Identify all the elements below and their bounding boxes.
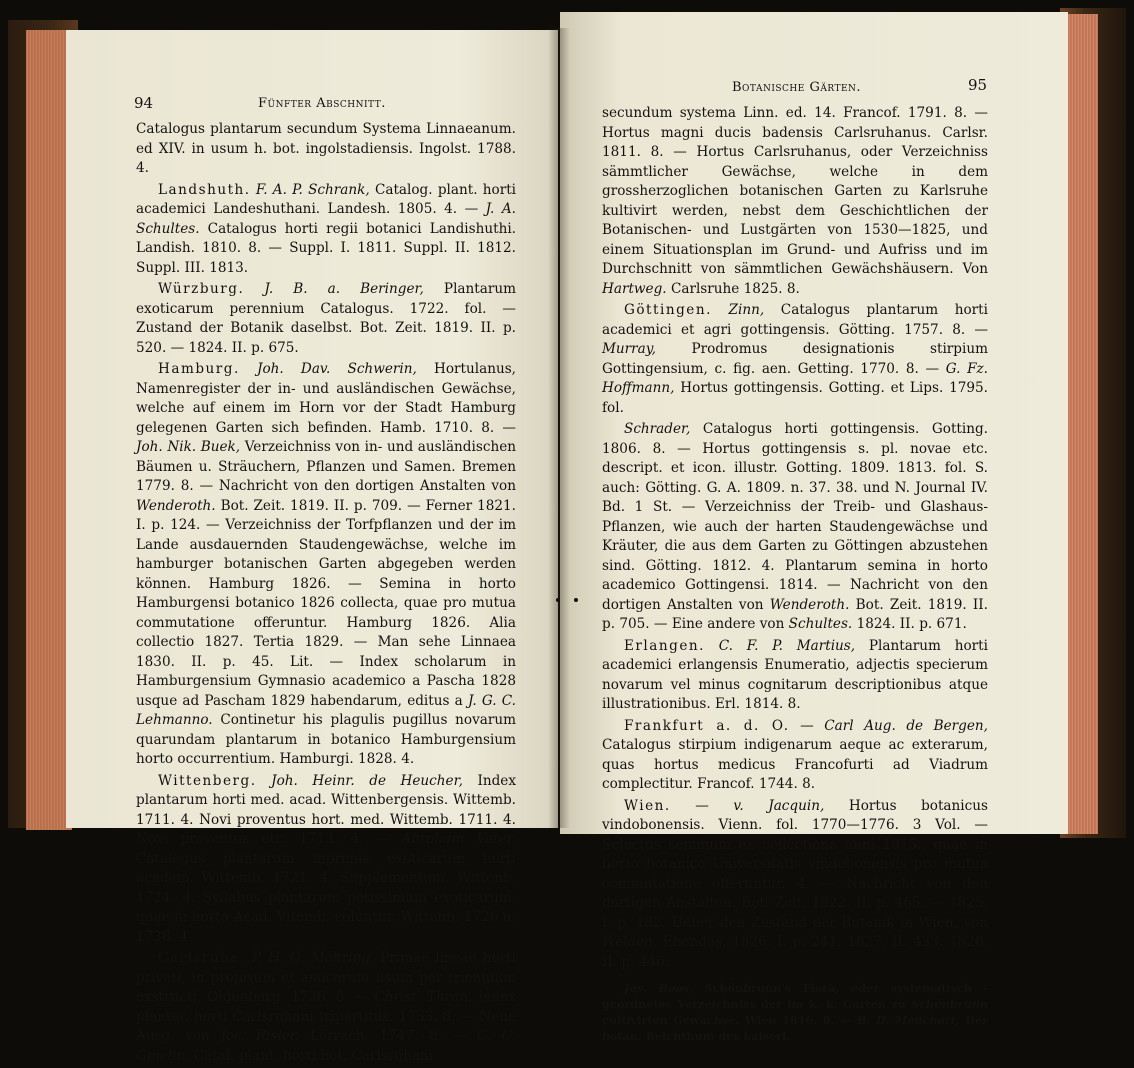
author-name: Carl Aug. de Bergen, bbox=[824, 717, 988, 734]
body-paragraph bbox=[602, 420, 988, 635]
page-body bbox=[602, 104, 988, 1046]
body-paragraph bbox=[602, 797, 988, 973]
text-run: Hortulanus, Namenregister der in- und ausländischen Gewächse, welche auf einem im Horn vor der Stadt Hamburg gelegenen Garten sich befinden. Hamb. 1710. 8. — bbox=[136, 361, 516, 436]
author-name: Christ. Thran, bbox=[374, 989, 473, 1005]
text-run: Index plantarum horti med. acad. Wittenbergensis. Wittemb. 1711. 4. Novi proventus hort. med. Wittemb. 1711. 4. Novi proventus etc. 1713. 4. — bbox=[136, 772, 516, 847]
text-run: Catalogus horti gottingensis. Gotting. 1806. 8. — Hortus gottingensis s. pl. novae etc. descript. et icon. illustr. Gotting. 1809. 1813. fol. S. auch: Götting. G. A. 1809. n. 37. 38. und N. Journal IV. Bd. 1 St. — Verzeichniss der Treib- und Glashaus-Pflanzen, wie auch der harten Staudengewächse und Kräuter, die aus dem Garten zu Göttingen abzustehen sind. Götting. 1812. 4. Plantarum semina in horto academico Gottingensi. 1814. — Nachricht von den dortigen Anstalten von bbox=[602, 421, 988, 613]
body-paragraph bbox=[602, 301, 988, 418]
text-run: Bot. Zeit. 1819. II. p. 709. — Ferner 1821. I. p. 124. — Verzeichniss der Torfpflanzen und der im Lande ausdauernden Staudengewächse, welche im hamburger botanischen Garten abgegeben werden können. Hamburg 1826. — Semina in horto Hamburgensi botanico 1826 collecta, quae pro mutua commutatione offeruntur. Hamburg 1826. Alia collectio 1827. Tertia 1829. — Man sehe Linnaea 1830. II. p. 45. Lit. — Index scholarum in Hamburgensium Gymnasio academico a Pascha 1828 usque ad Pascham 1829 habendarum, editus a bbox=[136, 497, 516, 709]
place-name: Wittenberg. bbox=[158, 772, 257, 789]
place-name: Landshuth. bbox=[158, 181, 251, 198]
place-name: Göttingen. bbox=[624, 302, 712, 318]
text-run: Ebendas. 1826. I. p. 241. 1827. II. 433. 1828. II. p. 446. bbox=[602, 934, 988, 970]
author-name: B. D. Mauchart, bbox=[856, 1013, 960, 1027]
place-name: Wien. bbox=[624, 797, 671, 814]
text-run: Catalogus stirpium indigenarum aeque ac exterarum, quas hortus medicus Francofurti ad Viadrum complectitur. Francof. 1744. 8. bbox=[602, 737, 988, 792]
place-name: Würzburg. bbox=[158, 281, 245, 297]
author-name: P. H. G. Möhring, bbox=[251, 950, 375, 966]
author-name: Schrader, bbox=[624, 421, 691, 437]
author-name: Schultes. bbox=[788, 616, 853, 632]
text-run: Catalogus plantarum secundum Systema Linnaeanum. ed XIV. in usum h. bot. ingolstadiensis. Ingolst. 1788. 4. bbox=[136, 121, 516, 176]
text-run: cultivirten Gewächse. Wien 1816. 8. — bbox=[602, 1013, 857, 1027]
book-gutter bbox=[548, 28, 570, 828]
text-run: Verzeichniss von in- und ausländischen Bäumen u. Sträuchern, Pflanzen und Samen. Bremen 1779. 8. — Nachricht von den dortigen Anstalten von bbox=[136, 439, 517, 494]
text-run: Catalog. plant. horti academici Landeshuthani. Landesh. 1805. 4. — bbox=[136, 181, 517, 217]
page-body bbox=[136, 120, 516, 1068]
text-run: Carlsruhe 1825. 8. bbox=[666, 280, 800, 297]
text-run: Lörrach. 1747. 8. — bbox=[299, 1028, 477, 1044]
author-name: Joh. Dav. Schwerin, bbox=[257, 361, 417, 377]
text-run bbox=[240, 361, 257, 377]
right-page bbox=[560, 12, 1068, 1043]
author-name: Hartweg. bbox=[602, 280, 667, 297]
text-run: — bbox=[670, 797, 734, 814]
text-run: Plantarum horti academici erlangensis Enumeratio, adjectis specierum novarum vel minus cognitarum descriptionibus atque illustrationibus. Erl. 1814. 8. bbox=[602, 637, 988, 712]
page-edges-right bbox=[1068, 14, 1098, 834]
author-name: Jos. Risler. bbox=[220, 1028, 300, 1044]
text-run: Hortus gottingensis. Gotting. et Lips. 1795. fol. bbox=[602, 380, 988, 416]
text-run: Hortus botanicus vindobonensis. Vienn. fol. 1770—1776. 3 Vol. — Selectus seminum ex collectione anni 1815., quae in horto botanico Universitatis vindobonensis pro mutua commutatione offeruntur. 4. — Nachricht von den dortigen Anstalten. Bot. Zeit. 1822. II. p. 465. — 1825. I. p. 182. Ueber den Zustand der Botanik in Wien, von bbox=[602, 797, 988, 931]
author-name: Welden. bbox=[602, 934, 658, 950]
body-paragraph bbox=[602, 637, 988, 715]
text-run: Catalogus plantarum horti academici et agri gottingensis. Götting. 1757. 8. — bbox=[602, 302, 988, 338]
text-run: Schönbrunn's Flora, oder systematisch - geordnetes Verzeichniss der im k. k. Garten zu bbox=[602, 981, 988, 1011]
body-paragraph bbox=[136, 181, 516, 279]
author-name: C. F. P. Martius, bbox=[718, 637, 856, 654]
page-number: 94 bbox=[134, 94, 154, 112]
text-run: Bot. Zeit. 1819. II. p. 705. — Eine andere von bbox=[602, 596, 988, 632]
body-paragraph bbox=[602, 717, 988, 795]
text-run bbox=[257, 773, 272, 789]
author-name: Joh. Heinr. de Heucher, bbox=[271, 772, 463, 789]
author-name: Wenderoth. bbox=[136, 497, 216, 514]
body-paragraph bbox=[136, 949, 516, 1066]
text-run bbox=[712, 302, 729, 318]
author-name: Jos. Boos, bbox=[624, 981, 694, 995]
author-name: J. A. Schultes. bbox=[136, 201, 516, 237]
running-head: Fünfter Abschnitt. bbox=[258, 96, 386, 111]
author-name: Zinn, bbox=[728, 302, 765, 318]
author-name: Wenderoth. bbox=[769, 596, 850, 613]
author-name: C. C. Gmelin, bbox=[136, 1028, 517, 1064]
text-run: index plantar. horti Carlsruhani tripartitus. 1733. 8. — Neue Ausg. von bbox=[136, 989, 516, 1044]
place-name: Hamburg. bbox=[158, 361, 240, 377]
place-name: Frankfurt a. d. O. bbox=[624, 717, 790, 734]
author-name: F. A. P. Schrank, bbox=[255, 181, 370, 198]
text-run bbox=[705, 638, 719, 654]
left-page bbox=[66, 30, 558, 1064]
author-name: J. G. C. Lehmanno. bbox=[136, 692, 516, 728]
body-paragraph bbox=[136, 360, 516, 770]
author-name: Murray, bbox=[602, 341, 656, 357]
text-run: Primae lineae horti privati, in proprium et amicorum usum per triennium exstructi. Oldenburg. 1736. 8. — bbox=[136, 950, 516, 1005]
text-run: Catal. plant. horti bot. Carlsruhani bbox=[189, 1047, 434, 1064]
body-paragraph bbox=[136, 772, 516, 948]
place-name: Carlsruhe. bbox=[158, 950, 246, 966]
author-name: Joh. Nik. Buek, bbox=[136, 439, 241, 455]
author-name: J. B. a. Beringer, bbox=[264, 281, 424, 297]
text-run: Plantarum exoticarum perennium Catalogus. 1722. fol. — Zustand der Botanik daselbst. Bot. Zeit. 1819. II. p. 520. — 1824. II. p. 675. bbox=[136, 281, 516, 356]
text-run: — bbox=[789, 717, 825, 734]
text-run: Catalogus plantarum inprimis exoticarum horti academ. Wittemb. 1721. 4. Supplementum. Wittenb. 1724. 4. Syllabus plantarum potissimum exoticarum, quae in horto Acad. Vitemb. coluntur. Wittenb. 1726 u. 1738. 4. bbox=[136, 850, 516, 945]
gutter-mark bbox=[556, 598, 560, 602]
footnote bbox=[602, 980, 988, 1044]
page-number: 95 bbox=[968, 76, 988, 94]
gutter-mark bbox=[574, 598, 578, 602]
body-paragraph bbox=[136, 280, 516, 358]
place-name: Erlangen. bbox=[624, 637, 705, 654]
text-run: secundum systema Linn. ed. 14. Francof. 1791. 8. — Hortus magni ducis badensis Carlsruhanus. Carlsr. 1811. 8. — Hortus Carlsruhanus, oder Verzeichniss sämmtlicher Gewächse, welche in dem grossherzoglichen botanischen Garten zu Karlsruhe kultivirt werden, nebst dem Geschichtlichen der Botanischen- und Lustgärten von 1530—1825, und einem Situationsplan im Grund- und Aufriss und im Durchschnitt von sämmtlichen Gewächshäusern. Von bbox=[602, 105, 988, 277]
text-run bbox=[244, 281, 264, 297]
text-run: Der botan. Reichthum des kaiserl. bbox=[602, 1013, 989, 1043]
author-name: G. Fz. Hoffmann, bbox=[602, 360, 988, 396]
body-paragraph bbox=[136, 120, 516, 179]
author-name: v. Jacquin, bbox=[733, 797, 825, 814]
text-run: 1824. II. p. 671. bbox=[852, 616, 967, 632]
body-paragraph bbox=[602, 104, 988, 299]
text-run: Catalogus horti regii botanici Landishuthi. Landish. 1810. 8. — Suppl. I. 1811. Suppl. II. 1812. Suppl. III. 1813. bbox=[136, 220, 516, 276]
text-run: Continetur his plagulis pugillus novarum quarundam plantarum in botanico Hamburgensium horto occurrentium. Hamburgi. 1828. 4. bbox=[136, 712, 516, 767]
author-name: Abraham Vater, bbox=[401, 831, 517, 847]
author-name: Schönbrunn bbox=[911, 997, 988, 1011]
text-run: Prodromus designationis stirpium Gottingensium, c. fig. aen. Getting. 1770. 8. — bbox=[602, 341, 988, 377]
running-head: Botanische Gärten. bbox=[732, 80, 862, 95]
